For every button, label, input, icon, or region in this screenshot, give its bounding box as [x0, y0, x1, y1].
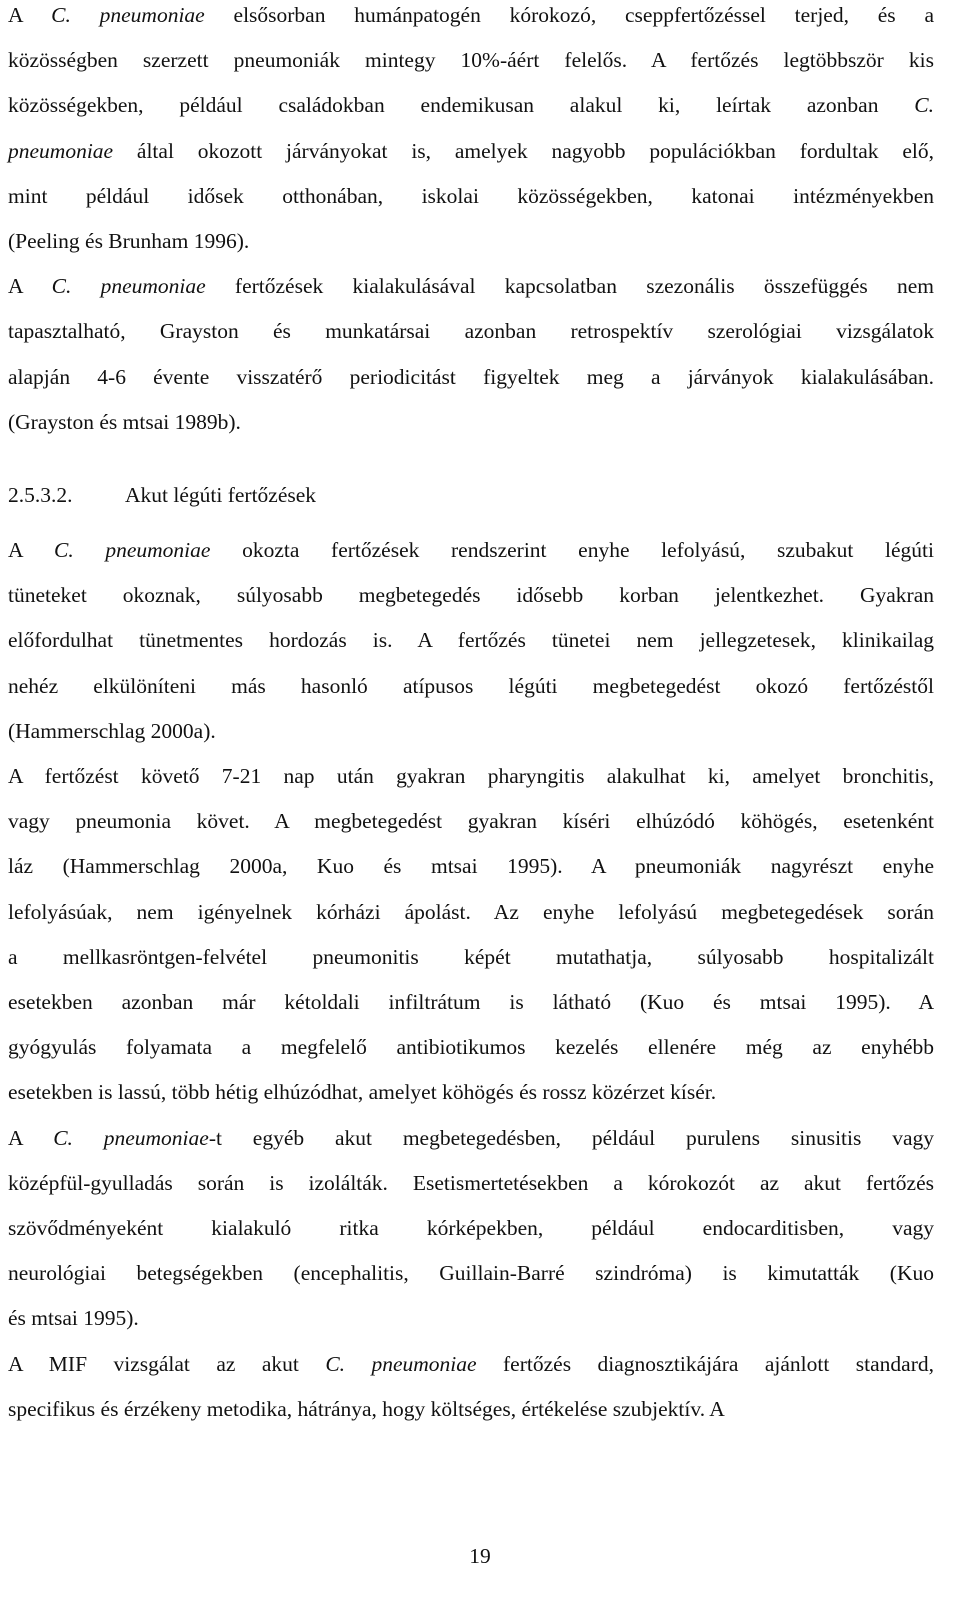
text-run: (Grayston és mtsai 1989b).	[8, 410, 241, 434]
section-heading	[8, 480, 316, 510]
text-run: A	[8, 1126, 54, 1150]
text-run: alapján 4-6 évente visszatérő periodicitást figyeltek meg a járványok kialakulásában.	[8, 365, 934, 389]
text-line	[8, 1394, 934, 1424]
text-run: -t egyéb akut megbetegedésben, például purulens sinusitis vagy	[208, 1126, 934, 1150]
text-line	[8, 987, 934, 1017]
text-run: A MIF vizsgálat az akut	[8, 1352, 326, 1376]
text-line	[8, 226, 934, 256]
text-line	[8, 806, 934, 836]
text-line	[8, 1123, 934, 1153]
text-run: fertőzés diagnosztikájára ajánlott standard,	[476, 1352, 934, 1376]
text-run: közösségben szerzett pneumoniák mintegy 10%-áért felelős. A fertőzés legtöbbször kis	[8, 48, 934, 72]
text-run: középfül-gyulladás során is izolálták. Esetismertetésekben a kórokozót az akut fertőzés	[8, 1171, 934, 1195]
text-line	[8, 535, 934, 565]
text-run: esetekben azonban már kétoldali infiltrátum is látható (Kuo és mtsai 1995). A	[8, 990, 934, 1014]
text-line	[8, 942, 934, 972]
italic-run: pneumoniae	[8, 139, 114, 163]
text-run: neurológiai betegségekben (encephalitis, Guillain-Barré szindróma) is kimutatták (Kuo	[8, 1261, 934, 1285]
text-line	[8, 271, 934, 301]
text-run: okozta fertőzések rendszerint enyhe lefolyású, szubakut légúti	[210, 538, 934, 562]
text-run: és mtsai 1995).	[8, 1306, 139, 1330]
text-run: közösségekben, például családokban endemikusan alakul ki, leírtak azonban	[8, 93, 915, 117]
italic-run: C. pneumoniae	[51, 3, 205, 27]
text-run: tüneteket okoznak, súlyosabb megbetegedés idősebb korban jelentkezhet. Gyakran	[8, 583, 934, 607]
text-run: láz (Hammerschlag 2000a, Kuo és mtsai 1995). A pneumoniák nagyrészt enyhe	[8, 854, 934, 878]
text-line	[8, 1168, 934, 1198]
text-run: fertőzések kialakulásával kapcsolatban szezonális összefüggés nem	[205, 274, 935, 298]
italic-run: C. pneumoniae	[51, 274, 206, 298]
text-line	[8, 1077, 934, 1107]
text-run: lefolyásúak, nem igényelnek kórházi ápolást. Az enyhe lefolyású megbetegedések során	[8, 900, 934, 924]
text-line	[8, 1303, 934, 1333]
text-run: mint például idősek otthonában, iskolai közösségekben, katonai intézményekben	[8, 184, 934, 208]
italic-run: C. pneumoniae	[53, 538, 211, 562]
text-run: előfordulhat tünetmentes hordozás is. A fertőzés tünetei nem jellegzetesek, klinikailag	[8, 628, 934, 652]
text-run: specifikus és érzékeny metodika, hátránya, hogy költséges, értékelése szubjektív. A	[8, 1397, 725, 1421]
text-line	[8, 362, 934, 392]
text-run: szövődményeként kialakuló ritka kórképekben, például endocarditisben, vagy	[8, 1216, 934, 1240]
italic-run: C.	[914, 93, 934, 117]
text-run: esetekben is lassú, több hétig elhúzódhat, amelyet köhögés és rossz közérzet kísér.	[8, 1080, 717, 1104]
text-line	[8, 1349, 934, 1379]
text-run: a mellkasröntgen-felvétel pneumonitis képét mutathatja, súlyosabb hospitalizált	[8, 945, 934, 969]
text-line	[8, 0, 934, 30]
text-line	[8, 851, 934, 881]
italic-run: C. pneumoniae	[53, 1126, 209, 1150]
text-run: A	[8, 274, 52, 298]
italic-run: C. pneumoniae	[325, 1352, 477, 1376]
text-line	[8, 1258, 934, 1288]
text-line	[8, 316, 934, 346]
text-line	[8, 45, 934, 75]
text-line	[8, 761, 934, 791]
text-run: tapasztalható, Grayston és munkatársai azonban retrospektív szerológiai vizsgálatok	[8, 319, 934, 343]
text-run: (Peeling és Brunham 1996).	[8, 229, 250, 253]
text-line	[8, 181, 934, 211]
page-number: 19	[469, 1544, 491, 1568]
text-run: gyógyulás folyamata a megfelelő antibiotikumos kezelés ellenére még az enyhébb	[8, 1035, 934, 1059]
text-line	[8, 1032, 934, 1062]
text-line	[8, 136, 934, 166]
text-run: A	[8, 538, 54, 562]
text-run: által okozott járványokat is, amelyek nagyobb populációkban fordultak elő,	[113, 139, 934, 163]
section-title: Akut légúti fertőzések	[125, 483, 317, 507]
text-run: A	[8, 3, 52, 27]
text-run: vagy pneumonia követ. A megbetegedést gyakran kíséri elhúzódó köhögés, esetenként	[8, 809, 934, 833]
text-line	[8, 90, 934, 120]
text-line	[8, 625, 934, 655]
text-run: (Hammerschlag 2000a).	[8, 719, 216, 743]
text-line	[8, 897, 934, 927]
text-run: nehéz elkülöníteni más hasonló atípusos légúti megbetegedést okozó fertőzéstől	[8, 674, 934, 698]
section-number: 2.5.3.2.	[8, 483, 73, 507]
text-run: elsősorban humánpatogén kórokozó, cseppfertőzéssel terjed, és a	[204, 3, 934, 27]
text-run: A fertőzést követő 7-21 nap után gyakran pharyngitis alakulhat ki, amelyet bronchitis,	[8, 764, 934, 788]
text-line	[8, 671, 934, 701]
text-line	[8, 1213, 934, 1243]
text-line	[8, 580, 934, 610]
text-line	[8, 407, 934, 437]
text-line	[8, 716, 934, 746]
